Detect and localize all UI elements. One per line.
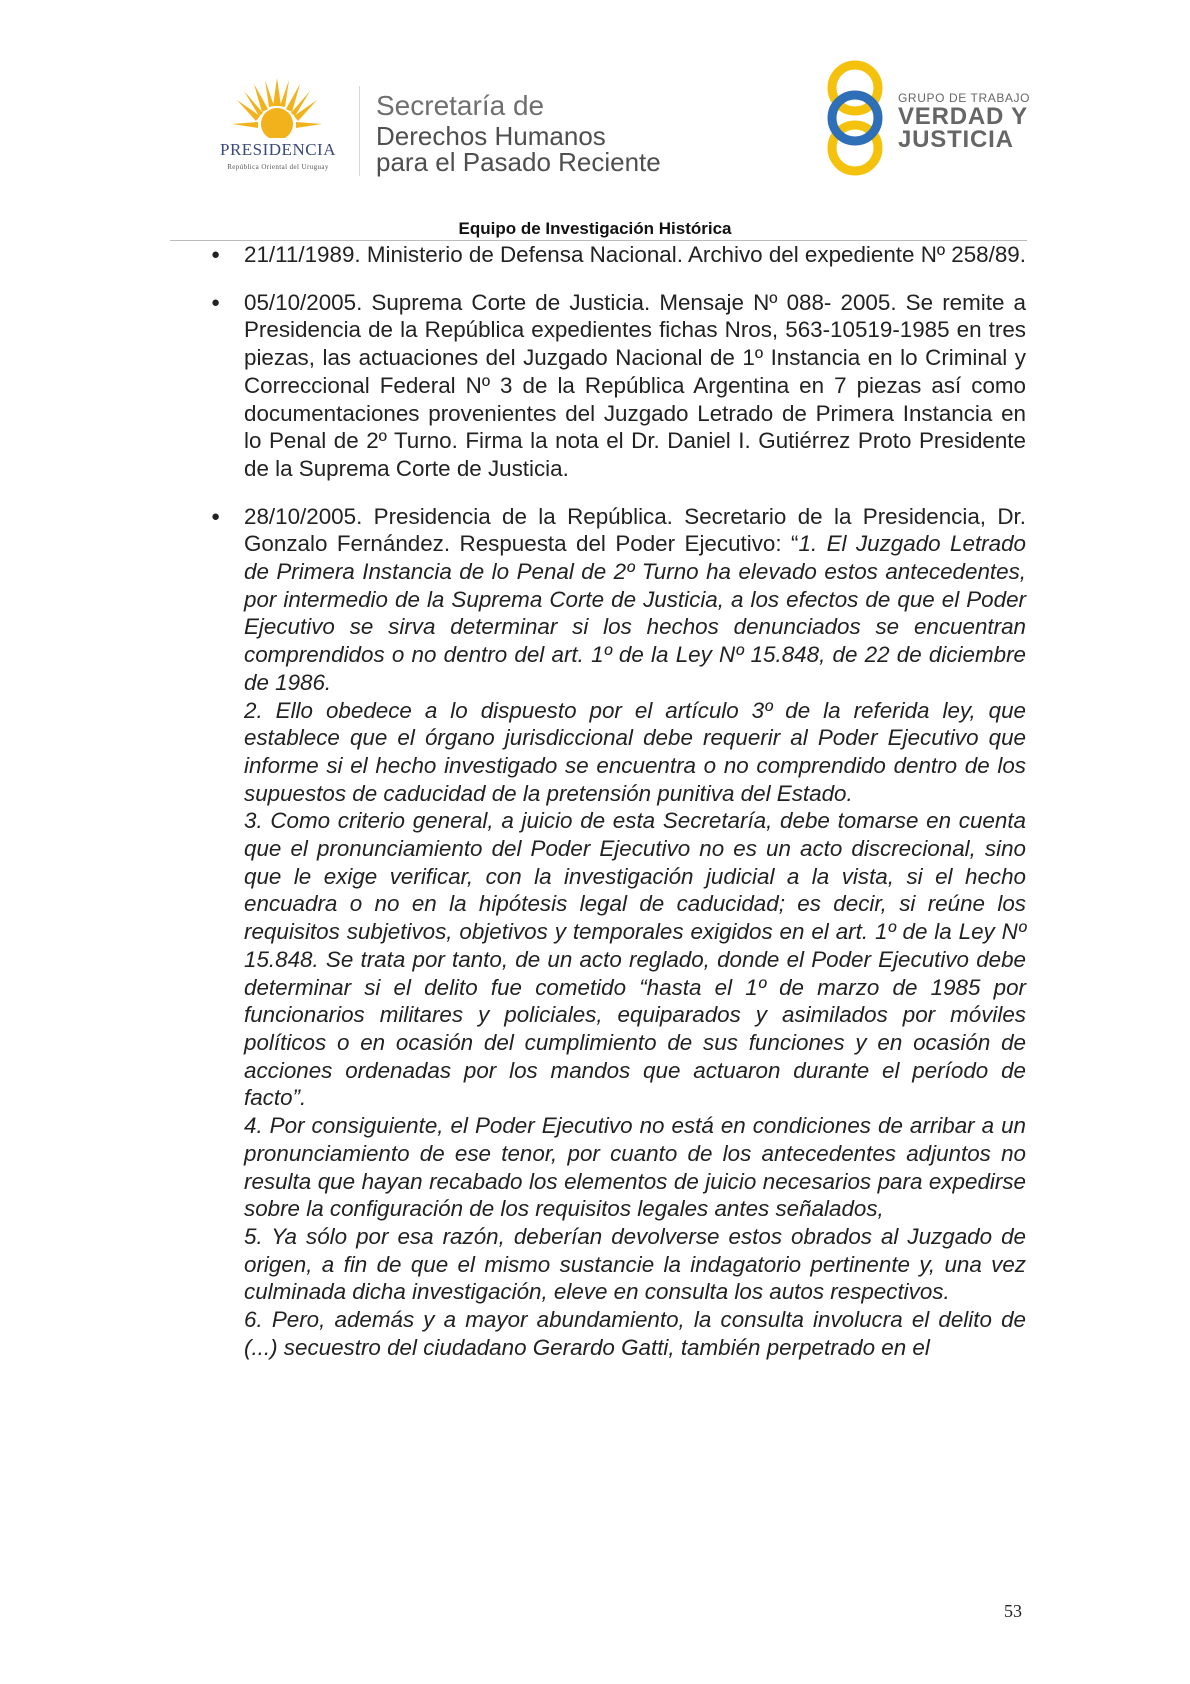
secretaria-line-2: Derechos Humanos: [376, 121, 606, 151]
grupo-line-1: GRUPO DE TRABAJO: [898, 91, 1031, 105]
quote-paragraph-1: 1. El Juzgado Letrado de Primera Instancia de lo Penal de 2º Turno ha elevado estos antecedentes, por intermedio de la Suprema Corte de Justicia, a los efectos de que el Poder Ejecutivo se sirva determinar si los hechos denunciados se encuentran comprendidos o no dentro del art. 1º de la Ley Nº 15.848, de 22 de diciembre de 1986.: [244, 531, 1026, 695]
bullet-icon: ●: [211, 246, 221, 263]
page-number: 53: [1004, 1601, 1022, 1621]
document-body: [208, 241, 1026, 1381]
presidencia-label: PRESIDENCIA: [219, 140, 336, 159]
bullet-icon: ●: [211, 507, 221, 525]
quote-paragraph-6: 6. Pero, además y a mayor abundamiento, la consulta involucra el delito de (...) secuestro del ciudadano Gerardo Gatti, también perpetrado en el: [244, 1307, 1026, 1360]
sun-logo-icon: [232, 76, 322, 146]
grupo-line-3: JUSTICIA: [898, 126, 1014, 153]
list-item: [208, 289, 1026, 483]
verdad-justicia-rings-icon: [820, 56, 890, 180]
header-divider: [359, 86, 360, 176]
item-text: 05/10/2005. Suprema Corte de Justicia. Mensaje Nº 088- 2005. Se remite a Presidencia de la República expedientes fichas Nros, 563-10519-1985 en tres piezas, las actuaciones del Juzgado Nacional de 1º Instancia en lo Criminal y Correccional Federal Nº 3 de la República Argentina en 7 piezas así como documentaciones provenientes del Juzgado Letrado de Primera Instancia en lo Penal de 2º Turno. Firma la nota el Dr. Daniel I. Gutiérrez Proto Presidente de la Suprema Corte de Justicia.: [244, 289, 1026, 481]
presidencia-subtitle: República Oriental del Uruguay: [227, 163, 329, 171]
secretaria-line-3: para el Pasado Reciente: [376, 147, 661, 177]
list-item: [208, 503, 1026, 1362]
quote-paragraph-5: 5. Ya sólo por esa razón, deberían devolverse estos obrados al Juzgado de origen, a fin de que el mismo sustancie la indagatorio pertinente y, una vez culminada dicha investigación, eleve en consulta los autos respectivos.: [244, 1223, 1026, 1305]
quote-paragraph-2: 2. Ello obedece a lo dispuesto por el artículo 3º de la referida ley, que establece que el órgano jurisdiccional debe requerir al Poder Ejecutivo que informe si el hecho investigado se encuentra o no comprendido dentro de los supuestos de caducidad de la pretensión punitiva del Estado.: [244, 697, 1026, 806]
quote-paragraph-4: 4. Por consiguiente, el Poder Ejecutivo no está en condiciones de arribar a un pronunciamiento de ese tenor, por cuanto de los antecedentes adjuntos no resulta que hayan recabado los elementos de juicio necesarios para expedirse sobre la configuración de los requisitos legales antes señalados,: [244, 1113, 1026, 1222]
quote-paragraph-3: 3. Como criterio general, a juicio de esta Secretaría, debe tomarse en cuenta que el pronunciamiento del Poder Ejecutivo no es un acto discrecional, sino que le exige verificar, con la investigación judicial a la vista, si el hecho encuadra o no en la hipótesis legal de caducidad; es decir, si reúne los requisitos subjetivos, objetivos y temporales exigidos en el art. 1º de la Ley Nº 15.848. Se trata por tanto, de un acto reglado, donde el Poder Ejecutivo debe determinar si el delito fue cometido “hasta el 1º de marzo de 1985 por funcionarios militares y policiales, equiparados y asimilados por móviles políticos o en ocasión del cumplimiento de sus funciones y en ocasión de acciones ordenadas por los mandos que actuaron durante el período de facto”.: [244, 808, 1026, 1111]
item-lead: 28/10/2005. Presidencia de la República. Secretario de la Presidencia, Dr. Gonzalo Fernández. Respuesta del Poder Ejecutivo: “: [244, 503, 1026, 557]
grupo-line-2: VERDAD Y: [898, 103, 1028, 130]
page-header: [0, 0, 1190, 240]
item-text: [244, 503, 1026, 697]
team-title: Equipo de Investigación Histórica: [458, 219, 732, 238]
list-item: [208, 241, 1026, 269]
secretaria-line-1: Secretaría de: [376, 90, 545, 121]
item-text: 21/11/1989. Ministerio de Defensa Nacional. Archivo del expediente Nº 258/89.: [244, 242, 1026, 267]
bullet-icon: ●: [211, 293, 221, 311]
